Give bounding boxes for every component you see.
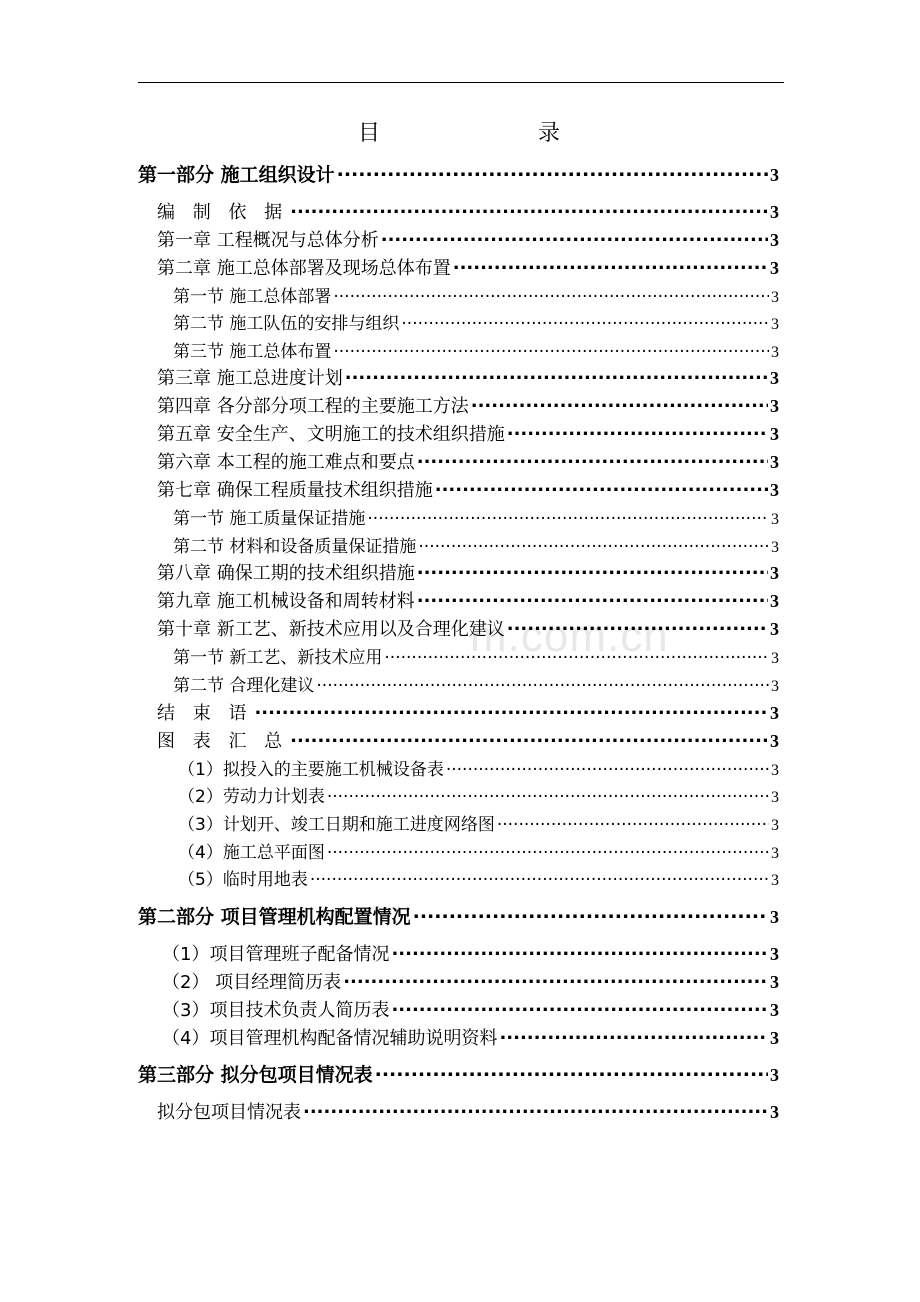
toc-entry-item[interactable] <box>162 940 779 966</box>
toc-entry-section[interactable] <box>173 643 779 668</box>
toc-leader <box>333 338 769 357</box>
toc-page-number: 3 <box>770 1028 779 1048</box>
toc-page-number: 3 <box>770 165 779 185</box>
toc-entry-part-2[interactable] <box>138 902 779 929</box>
toc-leader <box>507 420 768 440</box>
toc-entry-figures[interactable] <box>157 727 779 753</box>
toc-page-number: 3 <box>771 650 779 667</box>
toc-entry-section[interactable] <box>173 504 779 529</box>
toc-entry-label: 第二部分 项目管理机构配置情况 <box>138 906 411 928</box>
toc-page-number: 3 <box>771 845 779 862</box>
toc-entry-item[interactable] <box>157 1098 779 1124</box>
toc-entry-label: （2）劳动力计划表 <box>178 787 325 807</box>
toc-page-number: 3 <box>770 396 779 416</box>
toc-page-number: 3 <box>770 1000 779 1020</box>
toc-leader <box>327 783 769 802</box>
toc-entry-section[interactable] <box>173 337 779 362</box>
toc-title: 目 录 <box>358 121 562 146</box>
toc-entry-label: 第一章 工程概况与总体分析 <box>157 230 379 251</box>
toc-page-number: 3 <box>770 944 779 964</box>
toc-entry-label: 第一节 施工质量保证措施 <box>173 509 366 529</box>
watermark: m.com.cn <box>470 612 669 661</box>
toc-page-number: 3 <box>771 289 779 306</box>
toc-page-number: 3 <box>770 230 779 250</box>
toc-leader <box>303 1098 768 1118</box>
toc-entry-figure[interactable] <box>178 865 779 890</box>
toc-page-number: 3 <box>770 1102 779 1122</box>
toc-entry-item[interactable] <box>162 996 779 1022</box>
toc-leader <box>343 968 768 988</box>
toc-page-number: 3 <box>770 1065 779 1085</box>
toc-entry-label: （4）项目管理机构配备情况辅助说明资料 <box>162 1028 498 1049</box>
toc-entry-figure[interactable] <box>178 755 779 780</box>
toc-page-number: 3 <box>770 258 779 278</box>
toc-entry-label: 图 表 汇 总 <box>157 731 289 752</box>
toc-leader <box>310 866 769 885</box>
toc-entry-chapter-4[interactable] <box>157 392 779 418</box>
toc-entry-part-1[interactable] <box>138 160 779 187</box>
toc-leader <box>391 996 768 1016</box>
toc-entry-label: 第八章 确保工期的技术组织措施 <box>157 563 415 584</box>
toc-leader <box>345 364 768 384</box>
toc-page-number: 3 <box>771 511 779 528</box>
toc-entry-section[interactable] <box>173 532 779 557</box>
toc-entry-figure[interactable] <box>178 838 779 863</box>
toc-leader <box>417 559 768 579</box>
toc-leader <box>381 226 768 246</box>
toc-entry-label: 第二章 施工总体部署及现场总体布置 <box>157 258 451 279</box>
toc-entry-section[interactable] <box>173 282 779 307</box>
toc-leader <box>391 940 768 960</box>
toc-entry-item[interactable] <box>162 1024 779 1050</box>
toc-page-number: 3 <box>771 789 779 806</box>
toc-entry-section[interactable] <box>173 309 779 334</box>
toc-entry-label: （3）项目技术负责人简历表 <box>162 1000 390 1021</box>
toc-entry-label: 第三节 施工总体布置 <box>173 342 332 362</box>
toc-page-number: 3 <box>770 972 779 992</box>
toc-entry-basis[interactable] <box>157 198 779 224</box>
toc-leader <box>401 310 769 329</box>
toc-page-number: 3 <box>770 202 779 222</box>
toc-entry-figure[interactable] <box>178 810 779 835</box>
toc-leader <box>413 902 768 923</box>
toc-leader <box>418 533 769 552</box>
toc-entry-label: 第六章 本工程的施工难点和要点 <box>157 452 415 473</box>
toc-entry-chapter-2[interactable] <box>157 254 779 280</box>
toc-page-number: 3 <box>770 591 779 611</box>
toc-entry-label: 第九章 施工机械设备和周转材料 <box>157 591 415 612</box>
toc-page-number: 3 <box>771 539 779 556</box>
toc-leader <box>327 839 769 858</box>
toc-entry-label: （1）拟投入的主要施工机械设备表 <box>178 760 444 780</box>
toc-entry-chapter-3[interactable] <box>157 364 779 390</box>
toc-entry-chapter-8[interactable] <box>157 559 779 585</box>
toc-entry-label: 第一节 施工总体部署 <box>173 287 332 307</box>
toc-entry-chapter-10[interactable] <box>157 615 779 641</box>
toc-leader <box>446 756 769 775</box>
toc-entry-label: 第五章 安全生产、文明施工的技术组织措施 <box>157 424 505 445</box>
toc-entry-label: 第一节 新工艺、新技术应用 <box>173 648 383 668</box>
toc-entry-chapter-7[interactable] <box>157 476 779 502</box>
toc-page-number: 3 <box>770 424 779 444</box>
toc-entry-section[interactable] <box>173 671 779 696</box>
toc-page-number: 3 <box>770 731 779 751</box>
toc-entry-chapter-1[interactable] <box>157 226 779 252</box>
toc-leader <box>367 505 769 524</box>
toc-leader <box>417 448 768 468</box>
toc-entry-figure[interactable] <box>178 782 779 807</box>
toc-entry-label: （1）项目管理班子配备情况 <box>162 944 390 965</box>
toc-page-number: 3 <box>770 907 779 927</box>
toc-page-number: 3 <box>771 316 779 333</box>
toc-leader <box>471 392 768 412</box>
toc-page-number: 3 <box>770 563 779 583</box>
toc-leader <box>316 672 769 691</box>
toc-entry-chapter-5[interactable] <box>157 420 779 446</box>
toc-page-number: 3 <box>770 480 779 500</box>
toc-entry-part-3[interactable] <box>138 1060 779 1087</box>
toc-entry-label: （2） 项目经理简历表 <box>162 972 342 993</box>
toc-leader <box>337 160 768 181</box>
toc-page-number: 3 <box>770 368 779 388</box>
toc-entry-chapter-6[interactable] <box>157 448 779 474</box>
toc-page-number: 3 <box>770 703 779 723</box>
toc-entry-label: （4）施工总平面图 <box>178 843 325 863</box>
toc-entry-label: 第三章 施工总进度计划 <box>157 368 343 389</box>
toc-entry-label: 第二节 合理化建议 <box>173 676 315 696</box>
toc-entry-conclusion[interactable] <box>157 699 779 725</box>
toc-entry-label: 第二节 材料和设备质量保证措施 <box>173 537 417 557</box>
toc-page-number: 3 <box>771 344 779 361</box>
toc-entry-label: 第十章 新工艺、新技术应用以及合理化建议 <box>157 619 505 640</box>
toc-page-number: 3 <box>771 762 779 779</box>
toc-entry-label: 结 束 语 <box>157 703 253 724</box>
toc-entry-label: 第三部分 拟分包项目情况表 <box>138 1064 373 1086</box>
toc-leader <box>417 587 768 607</box>
toc-leader <box>333 283 769 302</box>
toc-leader <box>290 727 768 747</box>
toc-page-number: 3 <box>770 619 779 639</box>
toc-entry-item[interactable] <box>162 968 779 994</box>
toc-entry-label: 第四章 各分部分项工程的主要施工方法 <box>157 396 469 417</box>
toc-entry-label: 编 制 依 据 <box>157 202 289 223</box>
toc-leader <box>254 699 768 719</box>
toc-entry-label: 第七章 确保工程质量技术组织措施 <box>157 480 433 501</box>
toc-entry-label: 第一部分 施工组织设计 <box>138 164 335 186</box>
toc-entry-chapter-9[interactable] <box>157 587 779 613</box>
toc-leader <box>497 811 769 830</box>
toc-page-number: 3 <box>771 678 779 695</box>
toc-entry-label: （5）临时用地表 <box>178 870 308 890</box>
toc-page-number: 3 <box>771 872 779 889</box>
toc-page-number: 3 <box>771 817 779 834</box>
toc-leader <box>435 476 768 496</box>
toc-leader <box>507 615 768 635</box>
toc-entry-label: 第二节 施工队伍的安排与组织 <box>173 314 400 334</box>
toc-entry-label: （3）计划开、竣工日期和施工进度网络图 <box>178 815 495 835</box>
toc-page-number: 3 <box>770 452 779 472</box>
toc-leader <box>375 1060 768 1081</box>
toc-leader <box>384 644 769 663</box>
toc-entry-label: 拟分包项目情况表 <box>157 1102 301 1123</box>
toc-leader <box>453 254 768 274</box>
toc-leader <box>290 198 768 218</box>
toc-leader <box>499 1024 768 1044</box>
